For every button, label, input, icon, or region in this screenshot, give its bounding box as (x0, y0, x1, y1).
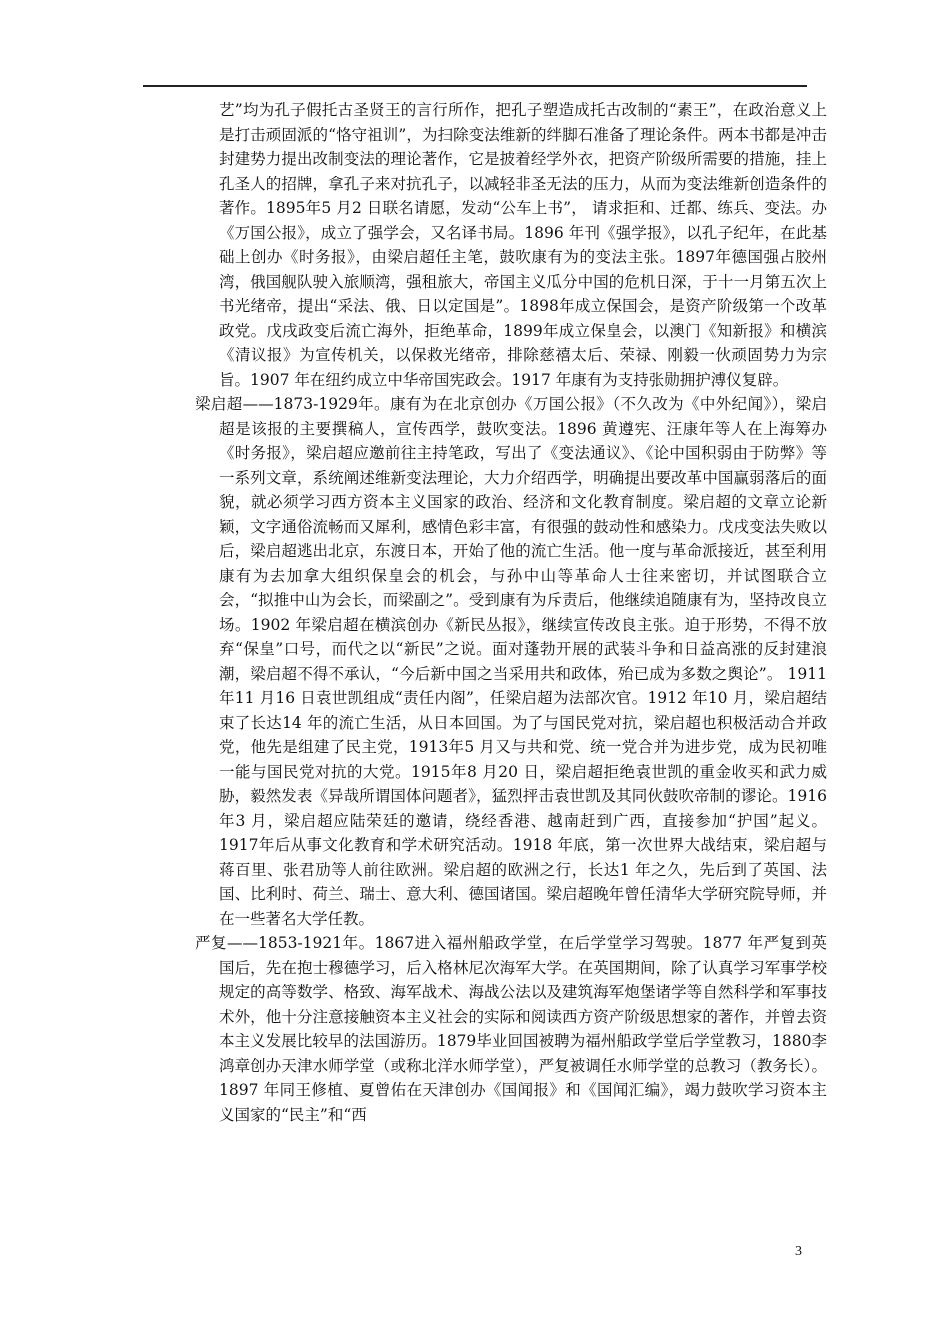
document-body (195, 98, 827, 1127)
header-rule (143, 85, 807, 87)
paragraph-yan-fu: 严复——1853-1921年。1867进入福州船政学堂，在后学堂学习驾驶。1877 年严复到英国后，先在抱士穆德学习，后入格林尼次海军大学。在英国期间，除了认真学习军事学校规定的高等数学、格致、海军战术、海战公法以及建筑海军炮堡诸学等自然科学和军事技术外，他十分注意接触资本主义社会的实际和阅读西方资产阶级思想家的著作，并曾去资本主义发展比较早的法国游历。1879毕业回国被聘为福州船政学堂后学堂教习，1880李鸿章创办天津水师学堂（或称北洋水师学堂），严复被调任水师学堂的总教习（教务长）。1897 年同王修植、夏曾佑在天津创办《国闻报》和《国闻汇编》，竭力鼓吹学习资本主义国家的“民主”和“西 (195, 934, 827, 1124)
paragraph-liang-qichao: 梁启超——1873-1929年。康有为在北京创办《万国公报》（不久改为《中外纪闻》），梁启超是该报的主要撰稿人，宣传西学，鼓吹变法。1896 黄遵宪、汪康年等人在上海筹办《时务报》，梁启超应邀前往主持笔政，写出了《变法通议》、《论中国积弱由于防弊》等一系列文章，系统阐述维新变法理论，大力介绍西学，明确提出要改革中国赢弱落后的面貌，就必须学习西方资本主义国家的政治、经济和文化教育制度。梁启超的文章立论新颖，文字通俗流畅而又犀利，感情色彩丰富，有很强的鼓动性和感染力。戊戌变法失败以后，梁启超逃出北京，东渡日本，开始了他的流亡生活。他一度与革命派接近，甚至利用康有为去加拿大组织保皇会的机会，与孙中山等革命人士往来密切，并试图联合立会，“拟推中山为会长，而梁副之”。受到康有为斥责后，他继续追随康有为，坚持改良立场。1902 年梁启超在横滨创办《新民丛报》，继续宣传改良主张。迫于形势，不得不放弃“保皇”口号，而代之以“新民”之说。面对蓬勃开展的武装斗争和日益高涨的反封建浪潮，梁启超不得不承认，“今后新中国之当采用共和政体，殆已成为多数之舆论”。 1911 年11 月16 日袁世凯组成“责任内阁”，任梁启超为法部次官。1912 年10 月，梁启超结束了长达14 年的流亡生活，从日本回国。为了与国民党对抗，梁启超也积极活动合并政党，他先是组建了民主党，1913年5 月又与共和党、统一党合并为进步党，成为民初唯一能与国民党对抗的大党。1915年8 月20 日，梁启超拒绝袁世凯的重金收买和武力威胁，毅然发表《异哉所谓国体问题者》，猛烈抨击袁世凯及其同伙鼓吹帝制的谬论。1916 年3 月，梁启超应陆荣廷的邀请，绕经香港、越南赶到广西，直接参加“护国”起义。1917年后从事文化教育和学术研究活动。1918 年底，第一次世界大战结束，梁启超与蒋百里、张君劢等人前往欧洲。梁启超的欧洲之行，长达1 年之久，先后到了英国、法国、比利时、荷兰、瑞士、意大利、德国诸国。梁启超晚年曾任清华大学研究院导师，并在一些著名大学任教。 (195, 395, 827, 928)
page-number: 3 (795, 1244, 802, 1259)
paragraph-kang-continued: 艺”均为孔子假托古圣贤王的言行所作，把孔子塑造成托古改制的“素王”，在政治意义上是打击顽固派的“恪守祖训”，为扫除变法维新的绊脚石准备了理论条件。两本书都是冲击封建势力提出改制变法的理论著作，它是披着经学外衣，把资产阶级所需要的措施，挂上孔圣人的招牌，拿孔子来对抗孔子，以减轻非圣无法的压力，从而为变法维新创造条件的著作。1895年5 月2 日联名请愿，发动“公车上书”， 请求拒和、迁都、练兵、变法。办《万国公报》，成立了强学会，又名译书局。1896 年刊《强学报》，以孔子纪年，在此基础上创办《时务报》，由梁启超任主笔，鼓吹康有为的变法主张。1897年德国强占胶州湾，俄国舰队驶入旅顺湾，强租旅大，帝国主义瓜分中国的危机日深，于十一月第五次上书光绪帝，提出“采法、俄、日以定国是”。1898年成立保国会，是资产阶级第一个改革政党。戊戌政变后流亡海外，拒绝革命，1899年成立保皇会，以澳门《知新报》和横滨《清议报》为宣传机关，以保救光绪帝，排除慈禧太后、荣禄、刚毅一伙顽固势力为宗旨。1907 年在纽约成立中华帝国宪政会。1917 年康有为支持张勋拥护溥仪复辟。 (219, 101, 827, 389)
